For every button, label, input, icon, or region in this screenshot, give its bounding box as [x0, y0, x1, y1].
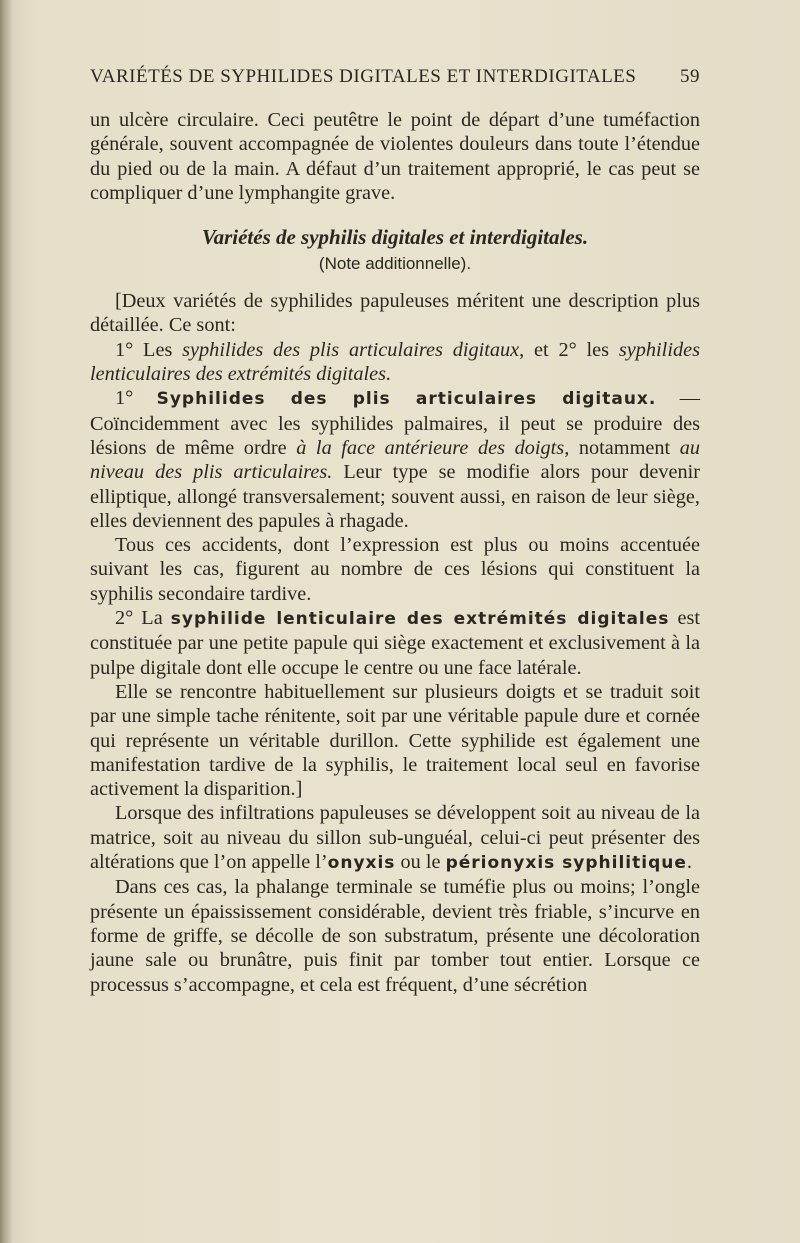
para4-italic-1: à la face antérieure des doigts — [296, 436, 565, 459]
para4-number: 1° — [115, 387, 157, 410]
para6-number: 2° La — [115, 607, 171, 630]
para8-text-a: Lorsque des infiltrations papuleuses se développent soit au niveau de la matrice, soit au niveau du sillon sub-unguéal, celui-ci peut présenter des altérations que l’on appelle l’ — [90, 802, 700, 874]
para8-bold-1: onyxis — [327, 853, 396, 874]
para8-bold-2: périonyxis syphilitique — [445, 853, 687, 874]
paragraph-3 — [90, 338, 700, 387]
para6-text-a: est constituée par une petite papule qui siège exactement et exclusivement à la pulpe digitale dont elle occupe le centre ou une face latérale. — [90, 607, 700, 679]
para4-bold-heading: Syphilides des plis articulaires digitaux. — [156, 389, 657, 410]
section-title: Variétés de syphilis digitales et interdigitales. — [201, 225, 589, 250]
page-spine-shadow — [0, 0, 12, 1243]
paragraph-5: Tous ces accidents, dont l’expression est plus ou moins accentuée suivant les cas, figurent au nombre de ces lésions qui constituent la syphilis secondaire tardive. — [90, 534, 700, 605]
para4-italic-2: au niveau des plis articulaires. — [90, 436, 700, 484]
paragraph-6 — [90, 606, 700, 680]
paragraph-8 — [90, 801, 700, 875]
para4-text-c: Leur type se modifie alors pour devenir elliptique, allongé transversalement; souvent aussi, en raison de leur siège, elles deviennent des papules à rhagade. — [90, 461, 700, 532]
paragraph-9: Dans ces cas, la phalange terminale se tuméfie plus ou moins; l’ongle présente un épaississement considérable, devient très friable, s’incurve en forme de griffe, se décolle de son substratum, présente une décoloration jaune sale ou brunâtre, puis finit par tomber tout entier. Lorsque ce processus s’accompagne, et cela est fréquent, d’une sécrétion — [90, 876, 700, 996]
paragraph-1: un ulcère circulaire. Ceci peutêtre le point de départ d’une tuméfaction générale, souvent accompagnée de violentes douleurs dans toute l’étendue du pied ou de la main. A défaut d’un traitement approprié, le cas peut se compliquer d’une lymphangite grave. — [90, 109, 700, 204]
para3-text-a: 1° Les — [115, 338, 183, 361]
para8-text-c: ou le — [395, 851, 446, 874]
page-number: 59 — [680, 66, 700, 87]
running-header — [90, 66, 700, 88]
para4-text-a: — Coïncidemment avec les syphilides palmaires, il peut se produire des lésions de même ordre — [90, 387, 700, 459]
para8-text-d: . — [686, 851, 692, 874]
section-note: (Note additionnelle). — [318, 254, 472, 274]
paragraph-7: Elle se rencontre habituellement sur plusieurs doigts et se traduit soit par une simple tache rénitente, soit par une véritable papule dure et cornée qui représente un véritable durillon. Cette syphilide est également une manifestation tardive de la syphilis, le traitement local seul en favorise activement la disparition.] — [90, 680, 700, 801]
para4-text-b: , notamment — [564, 436, 680, 459]
para3-italic-1: syphilides des plis articulaires digitaux — [182, 338, 520, 361]
page-body — [90, 108, 700, 997]
running-title: VARIÉTÉS DE SYPHILIDES DIGITALES ET INTERDIGITALES — [90, 66, 637, 87]
para3-italic-2: syphilides lenticulaires des extrémités digitales. — [90, 338, 700, 386]
para6-bold-heading: syphilide lenticulaire des extrémités digitales — [170, 609, 670, 630]
paragraph-2: [Deux variétés de syphilides papuleuses méritent une description plus détaillée. Ce sont: — [90, 290, 700, 337]
paragraph-4 — [90, 386, 700, 533]
para3-text-b: , et 2° les — [519, 338, 619, 361]
